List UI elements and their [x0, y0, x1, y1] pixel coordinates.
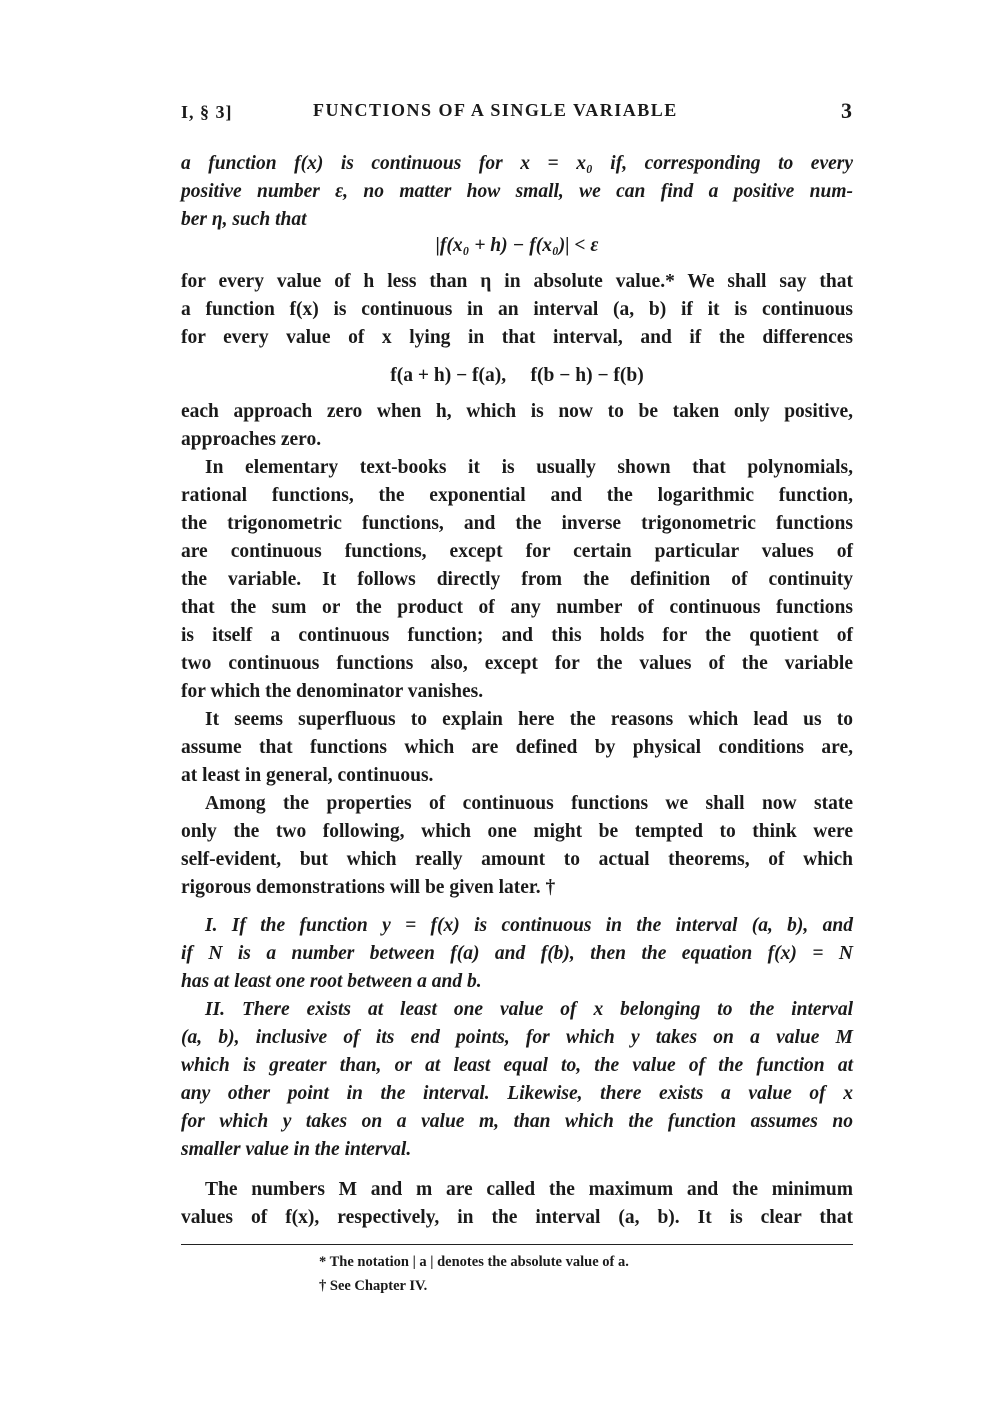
theorem-line: any other point in the interval. Likewise, there exists a value of x — [181, 1083, 853, 1104]
theorem-line: has at least one root between a and b. — [181, 971, 482, 992]
text-line: positive number ε, no matter how small, we can find a positive num- — [181, 181, 853, 202]
footnote: † See Chapter IV. — [319, 1278, 428, 1294]
theorem-line: I. If the function y = f(x) is continuous in the interval (a, b), and — [205, 915, 853, 936]
theorem-line: which is greater than, or at least equal to, the value of the function at — [181, 1055, 853, 1076]
text-line: two continuous functions also, except for the values of the variable — [181, 653, 853, 674]
text-line: values of f(x), respectively, in the interval (a, b). It is clear that — [181, 1207, 853, 1228]
running-header — [181, 98, 853, 128]
body-text — [181, 150, 853, 1228]
footnote-rule — [181, 1244, 853, 1245]
text-line: The numbers M and m are called the maximum and the minimum — [205, 1179, 853, 1200]
text-line: rational functions, the exponential and the logarithmic function, — [181, 485, 853, 506]
theorem-line: II. There exists at least one value of x belonging to the interval — [205, 999, 853, 1020]
text-line: It seems superfluous to explain here the reasons which lead us to — [205, 709, 853, 730]
display-equation: f(a + h) − f(a), f(b − h) − f(b) — [390, 365, 644, 386]
theorem-line: smaller value in the interval. — [181, 1139, 412, 1160]
text-line: the variable. It follows directly from the definition of continuity — [181, 569, 853, 590]
text-line: a function f(x) is continuous for x = x₀ if, corresponding to every — [181, 153, 853, 174]
text-line: assume that functions which are defined by physical conditions are, — [181, 737, 853, 758]
text-line: In elementary text-books it is usually shown that polynomials, — [205, 457, 853, 478]
text-line: for every value of h less than η in absolute value.* We shall say that — [181, 271, 853, 292]
display-equation: |f(x₀ + h) − f(x₀)| < ε — [435, 235, 599, 256]
text-line: approaches zero. — [181, 429, 322, 450]
theorem-line: for which y takes on a value m, than which the function assumes no — [181, 1111, 853, 1132]
text-line: are continuous functions, except for certain particular values of — [181, 541, 853, 562]
text-line: self-evident, but which really amount to actual theorems, of which — [181, 849, 853, 870]
page-number: 3 — [841, 98, 853, 123]
text-line: the trigonometric functions, and the inverse trigonometric functions — [181, 513, 853, 534]
text-line: for which the denominator vanishes. — [181, 681, 484, 702]
text-line: rigorous demonstrations will be given later. † — [181, 877, 556, 898]
text-line: is itself a continuous function; and this holds for the quotient of — [181, 625, 853, 646]
footnote: * The notation | a | denotes the absolute value of a. — [319, 1254, 629, 1270]
theorem-line: (a, b), inclusive of its end points, for which y takes on a value M — [181, 1027, 853, 1048]
text-line: that the sum or the product of any number of continuous functions — [181, 597, 853, 618]
running-title: FUNCTIONS OF A SINGLE VARIABLE — [313, 100, 678, 120]
text-line: for every value of x lying in that interval, and if the differences — [181, 327, 853, 348]
text-line: only the two following, which one might be tempted to think were — [181, 821, 853, 842]
text-line: at least in general, continuous. — [181, 765, 434, 786]
text-line: Among the properties of continuous functions we shall now state — [205, 793, 853, 814]
text-line: a function f(x) is continuous in an interval (a, b) if it is continuous — [181, 299, 853, 320]
theorem-line: if N is a number between f(a) and f(b), then the equation f(x) = N — [181, 943, 853, 964]
text-line: each approach zero when h, which is now to be taken only positive, — [181, 401, 853, 422]
text-line: ber η, such that — [181, 209, 307, 230]
section-reference: I, § 3] — [181, 102, 233, 122]
